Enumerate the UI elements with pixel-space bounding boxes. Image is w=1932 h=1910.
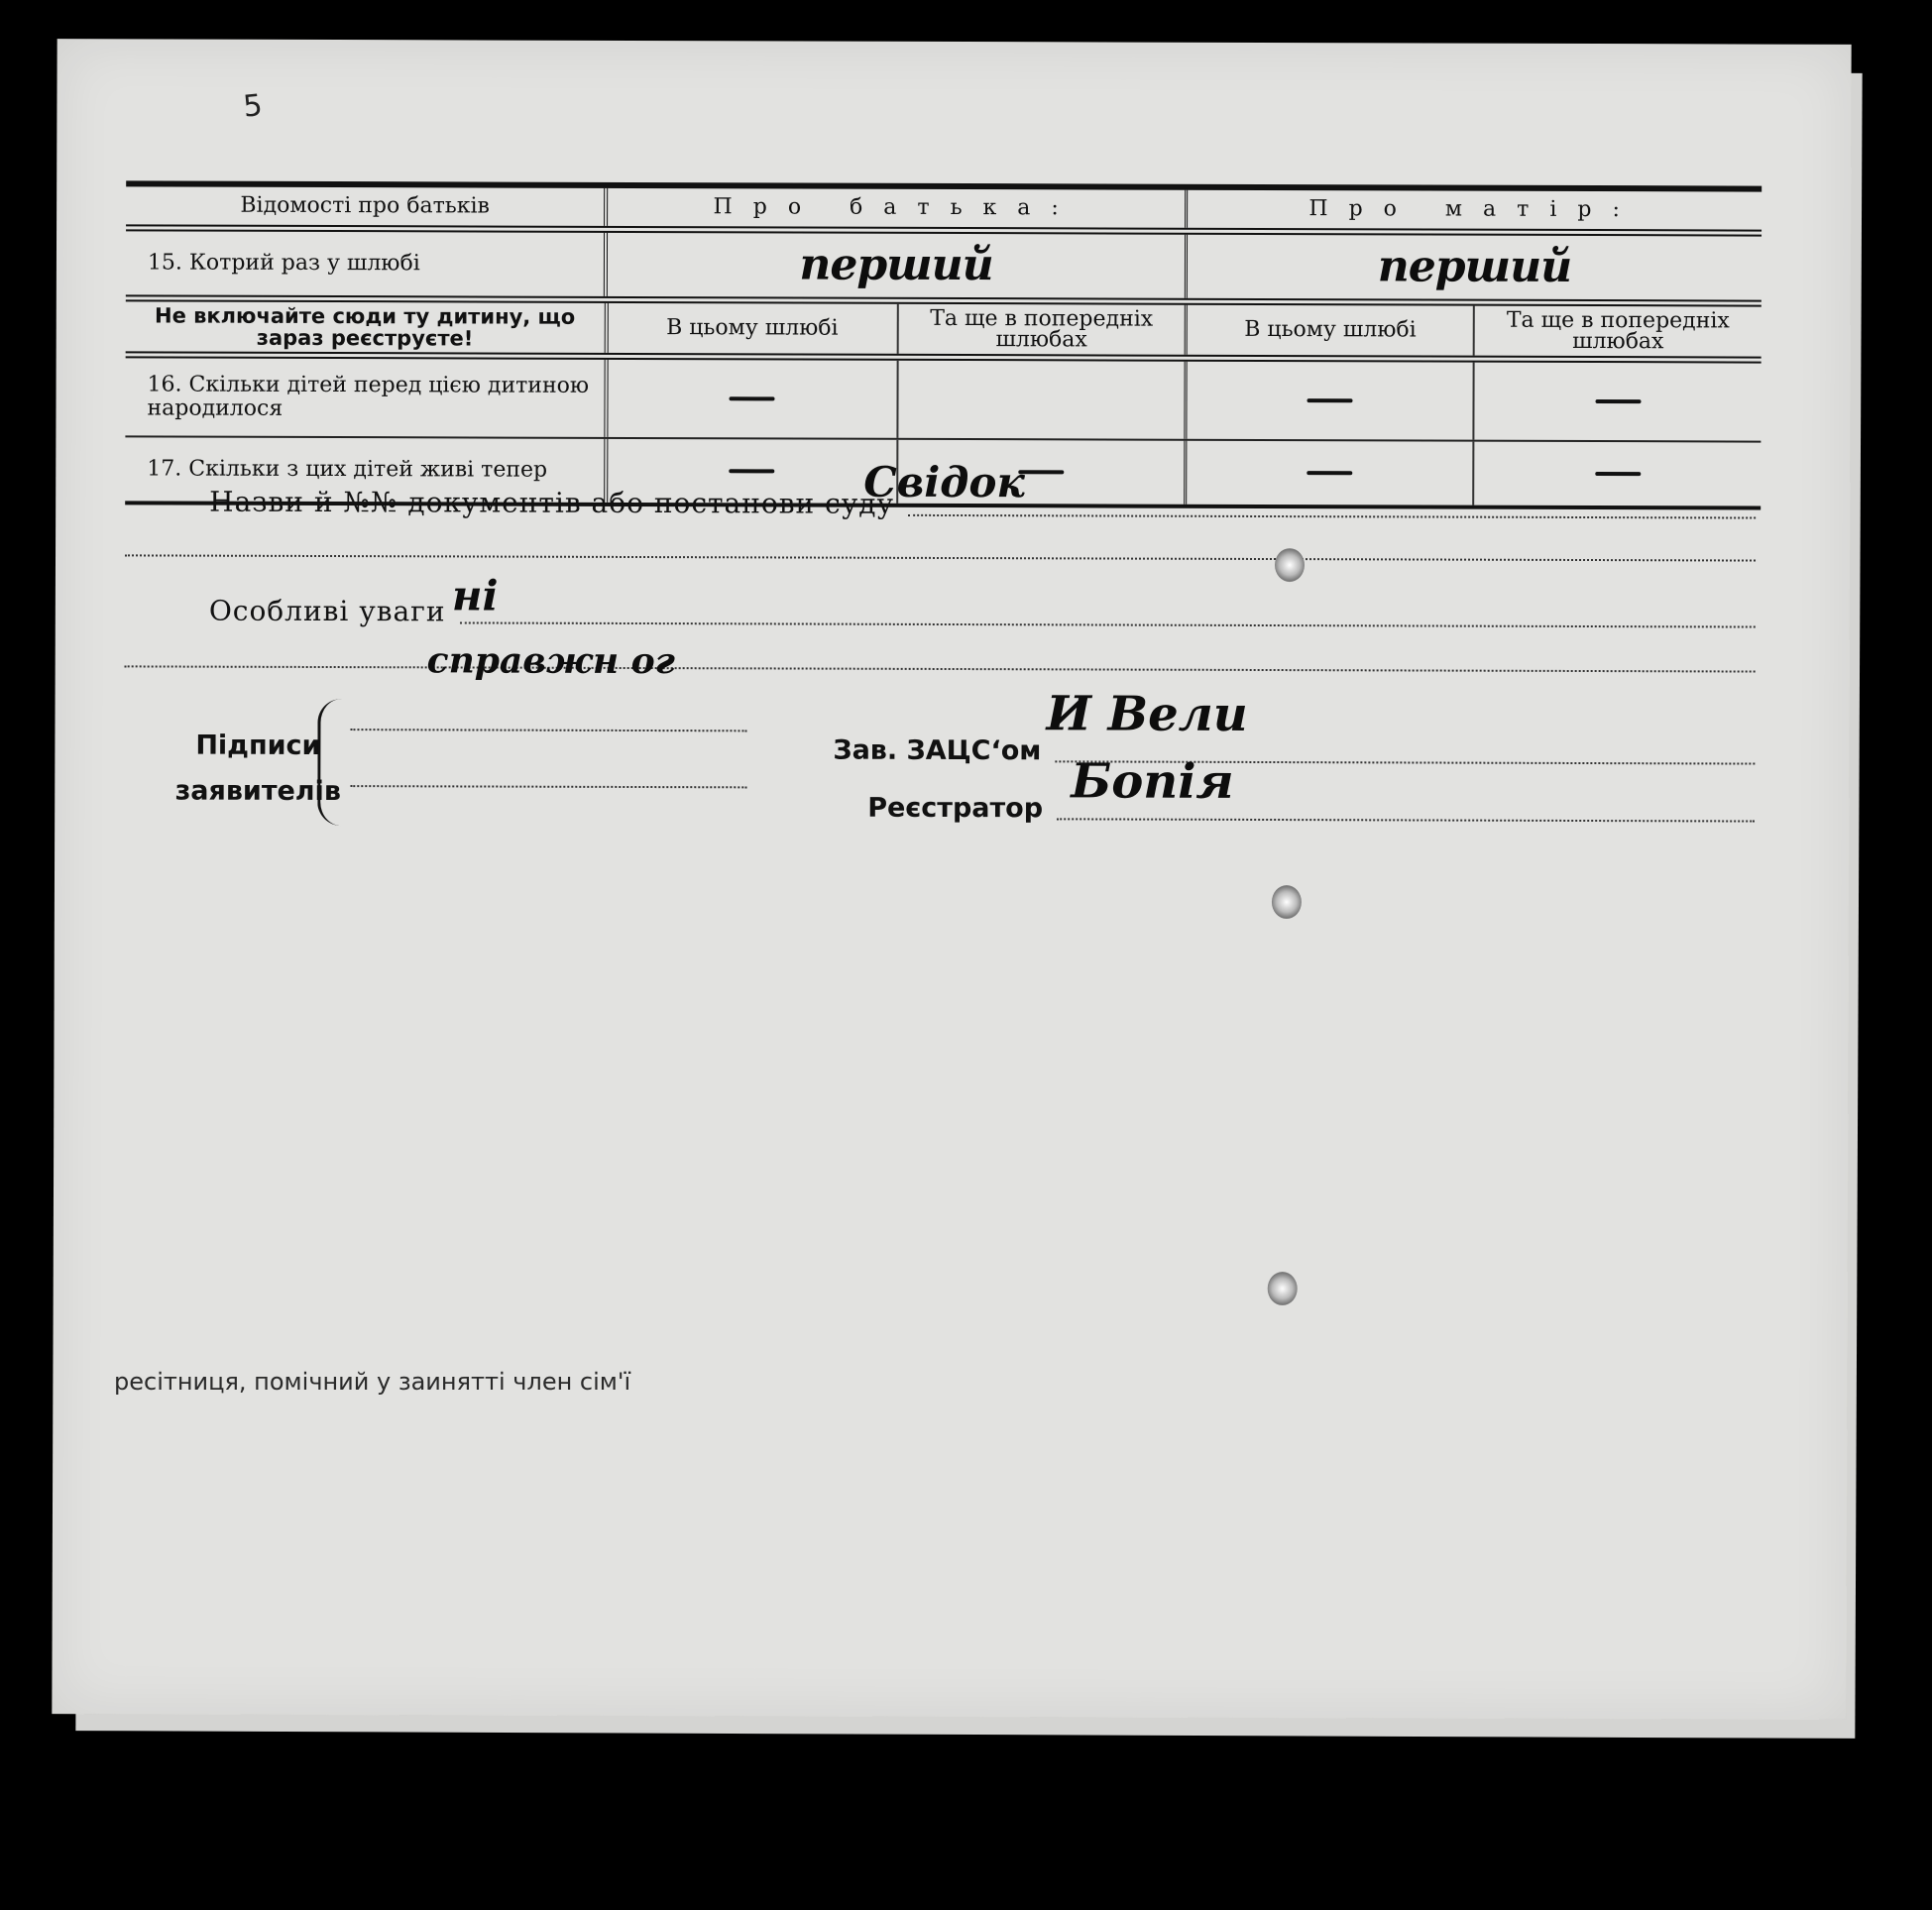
table-header-row	[126, 186, 1762, 229]
dotted-line	[1057, 818, 1755, 822]
remarks-label: Особливі уваги	[208, 594, 446, 628]
applicant-signature-line-1	[350, 729, 746, 731]
punch-hole	[1272, 885, 1302, 919]
row-15	[126, 231, 1762, 299]
dash-mark	[1307, 398, 1353, 402]
punch-hole	[1275, 548, 1305, 582]
remarks-dotted-line	[459, 621, 1755, 627]
header-father: Про батька:	[713, 194, 1080, 221]
head-handwritten-signature: И Вели	[1046, 686, 1248, 742]
dash-mark	[730, 396, 775, 400]
head-signature-line	[833, 735, 1755, 769]
row-15-mother-value	[1185, 235, 1762, 300]
handwritten-mother-marriage: перший	[1377, 241, 1572, 292]
remarks-handwritten-value: ні	[451, 571, 499, 620]
registrar-handwritten-signature: Бопія	[1071, 753, 1234, 810]
subheader-col-3: В цьому шлюбі	[1185, 305, 1473, 356]
row-16	[125, 358, 1761, 440]
registrar-signature-line	[867, 793, 1755, 827]
handwritten-father-marriage: перший	[799, 239, 993, 291]
applicants-label-line-1: Підписи	[195, 730, 321, 761]
dash-mark	[1595, 399, 1641, 403]
row-16-value-2	[896, 361, 1185, 439]
remarks-handwritten-value-2: справжн ог	[426, 639, 676, 683]
page-mark: 5	[241, 87, 265, 125]
dotted-line	[125, 554, 1756, 561]
dotted-line	[125, 665, 1756, 672]
applicants-label-line-2: заявителів	[174, 775, 341, 808]
dash-mark	[1595, 472, 1641, 476]
row-15-label: 15. Котрий раз у шлюбі	[126, 231, 608, 296]
subheader-row	[126, 301, 1762, 356]
brace-mark	[317, 699, 344, 826]
remarks-line	[209, 595, 1756, 632]
document-sheet	[52, 39, 1851, 1720]
subheader-col-1: В цьому шлюбі	[666, 315, 839, 341]
row-16-value-3	[1185, 362, 1473, 440]
applicant-signature-line-2	[350, 785, 746, 788]
subheader-col-2: Та ще в попередніх шлюбах	[896, 304, 1185, 355]
documents-line-2	[125, 554, 1756, 565]
row-16-label: 16. Скільки дітей перед цією дитиною народилося	[125, 358, 608, 437]
row-16-value-1	[608, 360, 896, 438]
row-16-value-4	[1473, 363, 1762, 441]
header-mother: Про матір:	[1185, 190, 1762, 230]
subheader-col-4: Та ще в попередніх шлюбах	[1473, 306, 1762, 357]
dash-mark	[729, 469, 774, 473]
row-15-father-value	[608, 233, 1185, 298]
header-label: Відомості про батьків	[126, 186, 608, 226]
documents-dotted-line	[908, 514, 1756, 519]
dash-mark	[1307, 471, 1353, 475]
head-label: Зав. ЗАЦС‘ом	[833, 734, 1042, 767]
punch-hole	[1268, 1272, 1298, 1305]
remarks-line-2	[125, 665, 1756, 676]
registrar-label: Реєстратор	[867, 792, 1044, 825]
subheader-note: Не включайте сюди ту дитину, що зараз реєструєте!	[126, 301, 609, 353]
documents-handwritten-value: Свідок	[863, 457, 1025, 507]
row-17-label: 17. Скільки з цих дітей живі тепер	[125, 437, 608, 503]
documents-label: Назви й №№ документів або постанови суду	[209, 485, 895, 520]
bleed-through-text: ресітниця, помічний у заинятті член сім'ї	[114, 1368, 631, 1396]
